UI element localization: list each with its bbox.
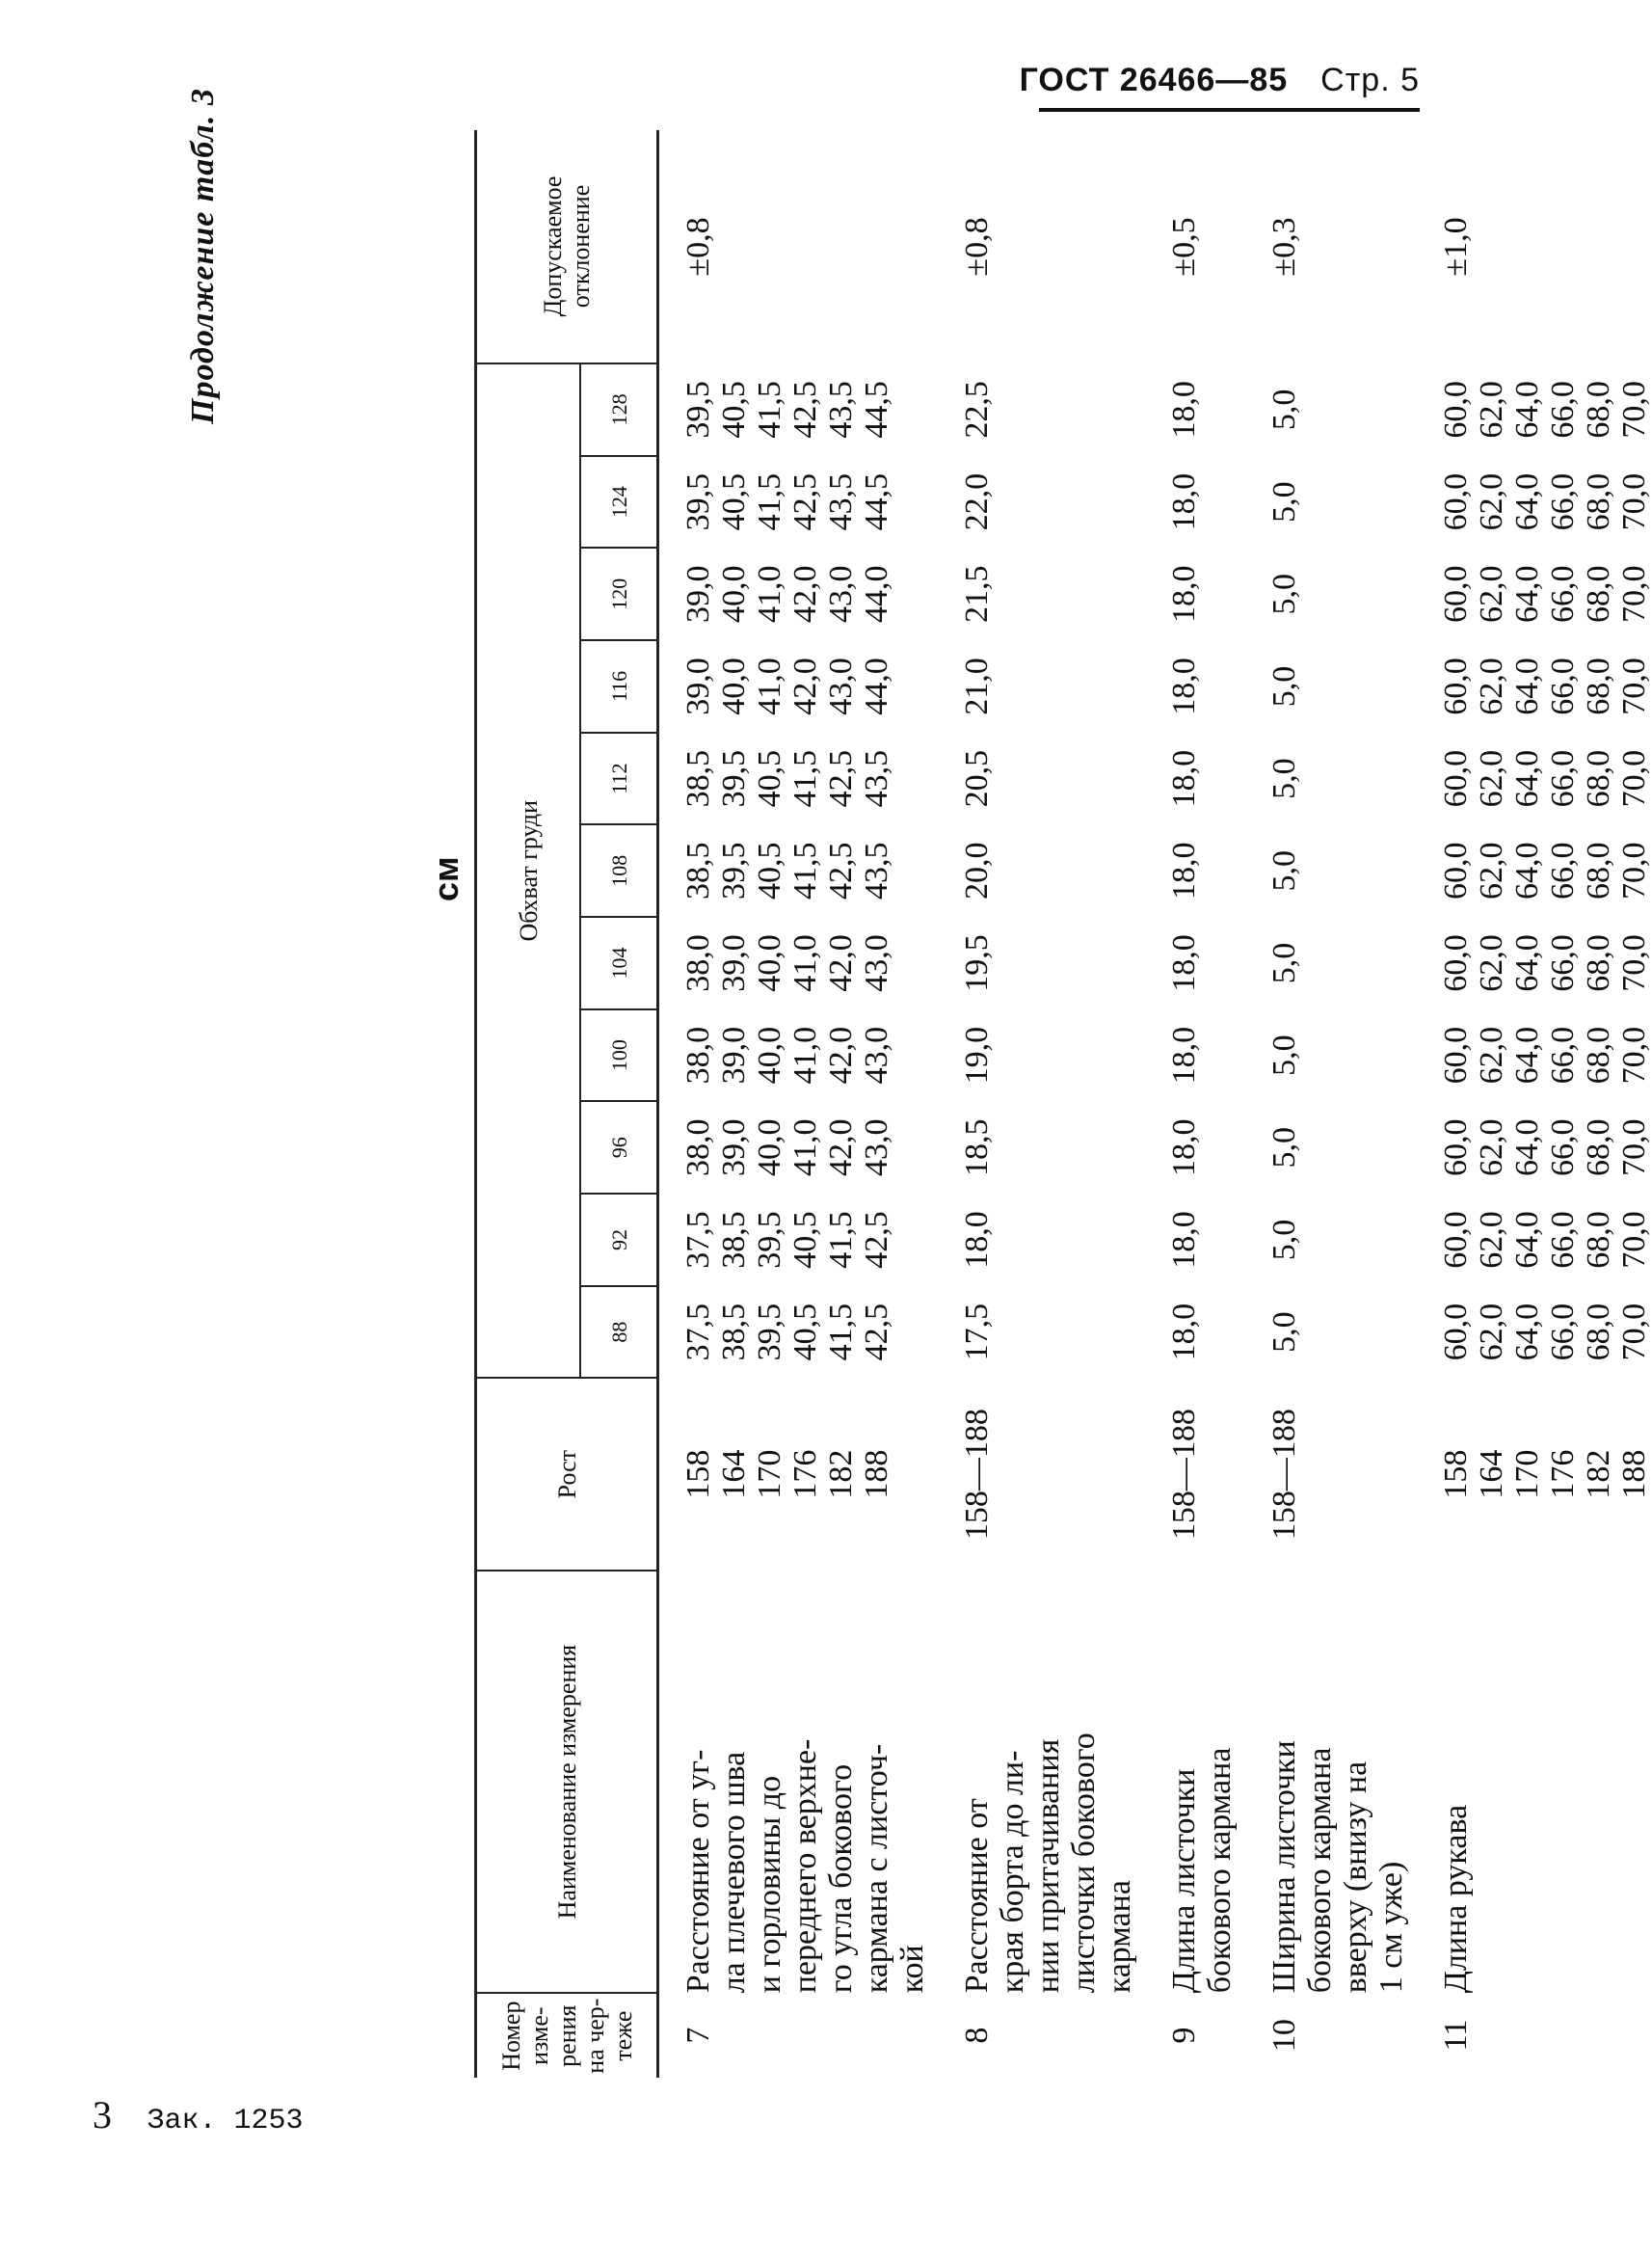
- measurement-name-line: бокового кармана: [1202, 1747, 1238, 1994]
- table-continuation-caption: Продолжение табл. 3: [185, 88, 221, 424]
- chest-size-value: 5,0: [1266, 1219, 1302, 1261]
- chest-size-value: 60,0 62,0 64,0 66,0 68,0 70,0: [1438, 658, 1652, 715]
- chest-size-value: 39,5 40,5 41,5 42,5 43,5 44,5: [658, 363, 931, 456]
- chest-size-value: 60,0 62,0 64,0 66,0 68,0 70,0: [1438, 472, 1652, 531]
- table-row: [1238, 130, 1409, 2078]
- chest-size-value: 39,0 40,0 41,0 42,0 43,0 44,0: [658, 548, 931, 640]
- chest-size-value: 60,0 62,0 64,0 66,0 68,0 70,0: [1438, 842, 1652, 900]
- header-rule: [1039, 108, 1420, 112]
- measurement-name-line: края борта до ли-: [995, 1750, 1030, 1994]
- col-header-name: Наименование измерения: [476, 1571, 658, 1994]
- chest-size-value: 5,0: [1266, 389, 1302, 431]
- standard-number: ГОСТ 26466—85: [1019, 62, 1289, 98]
- tolerance-value: ±0,8: [658, 130, 931, 363]
- chest-size-value: 39,5 40,5 41,5 42,5 43,5 44,5: [658, 456, 931, 549]
- measurement-name-line: Ширина листочки: [1266, 1740, 1302, 1994]
- measurement-name: [658, 1571, 931, 1994]
- chest-size-value: 18,0: [1166, 565, 1202, 624]
- measurement-number: 7: [658, 1993, 931, 2078]
- size-header-92: 92: [580, 1194, 658, 1286]
- chest-size-value: 60,0 62,0 64,0 66,0 68,0 70,0: [1438, 749, 1652, 808]
- chest-size-value: 18,5: [959, 1118, 995, 1177]
- tolerance-value: ±0,5: [1166, 217, 1202, 277]
- measurement-name-line: 1 см уже): [1373, 1861, 1409, 1994]
- chest-size-value: 19,5: [959, 934, 995, 992]
- table-row: [1137, 130, 1238, 2078]
- chest-size-value: 5,0: [1266, 665, 1302, 708]
- size-header-120: 120: [580, 548, 658, 640]
- chest-size-value: 22,5: [959, 381, 995, 439]
- measurement-number: 11: [1438, 2019, 1474, 2052]
- chest-size-value: 38,5 39,5 40,5 41,5 42,5 43,5: [658, 733, 931, 825]
- chest-size-value: 38,0 39,0 40,0 41,0 42,0 43,0: [658, 917, 931, 1009]
- tolerance-value: ±0,3: [1266, 217, 1302, 277]
- measurement-name-line: переднего верхне-: [787, 1738, 823, 1994]
- chest-size-value: 60,0 62,0 64,0 66,0 68,0 70,0: [1438, 934, 1652, 992]
- page-number: Стр. 5: [1320, 62, 1420, 98]
- chest-size-value: 18,0: [1166, 381, 1202, 439]
- measurement-name-line: Длина рукава: [1438, 1804, 1474, 1994]
- measurements-table: [474, 130, 1652, 2078]
- chest-size-value: 5,0: [1266, 574, 1302, 615]
- rotated-table-block: [185, 88, 1652, 2078]
- chest-size-value: 5,0: [1266, 1127, 1302, 1169]
- size-header-96: 96: [580, 1101, 658, 1194]
- measurement-name-line: Расстояние от уг-: [680, 1749, 716, 1994]
- chest-size-value: 18,0: [1166, 1211, 1202, 1269]
- height-values: 158 164 170 176 182 188: [1438, 1449, 1652, 1499]
- height-values: 158—188: [1166, 1409, 1202, 1541]
- measurement-name-line: нии притачивания: [1030, 1738, 1066, 1994]
- measurement-name-line: го угла бокового: [823, 1763, 859, 1994]
- table-row: [658, 130, 931, 2078]
- chest-size-value: 5,0: [1266, 758, 1302, 799]
- table-row: [930, 130, 1137, 2078]
- measurement-number: 9: [1166, 2027, 1202, 2044]
- page-header: [1020, 62, 1420, 99]
- measurement-name-line: бокового кармана: [1302, 1747, 1338, 1994]
- measurement-name-line: вверху (внизу на: [1338, 1760, 1373, 1994]
- height-values: 158 164 170 176 182 188: [658, 1378, 931, 1570]
- unit-label: см: [426, 856, 466, 901]
- size-header-112: 112: [580, 733, 658, 825]
- print-order: Зак. 1253: [147, 2105, 304, 2137]
- chest-size-value: 39,0 40,0 41,0 42,0 43,0 44,0: [658, 640, 931, 733]
- tolerance-value: ±0,8: [959, 217, 995, 277]
- size-header-128: 128: [580, 363, 658, 456]
- measurement-name-line: и горловины до: [752, 1775, 787, 1994]
- measurement-name-line: листочки бокового: [1066, 1733, 1102, 1994]
- chest-size-value: 5,0: [1266, 1034, 1302, 1076]
- chest-size-value: 20,0: [959, 842, 995, 900]
- chest-size-value: 37,5 38,5 39,5 40,5 41,5 42,5: [658, 1286, 931, 1379]
- chest-size-value: 5,0: [1266, 481, 1302, 523]
- chest-size-value: 18,0: [1166, 1303, 1202, 1361]
- sheet-number: 3: [93, 2093, 112, 2136]
- chest-size-value: 38,0 39,0 40,0 41,0 42,0 43,0: [658, 1101, 931, 1194]
- chest-size-value: 60,0 62,0 64,0 66,0 68,0 70,0: [1438, 565, 1652, 624]
- chest-size-value: 38,0 39,0 40,0 41,0 42,0 43,0: [658, 1009, 931, 1102]
- chest-size-value: 18,0: [1166, 749, 1202, 808]
- chest-size-value: 60,0 62,0 64,0 66,0 68,0 70,0: [1438, 1303, 1652, 1361]
- chest-size-value: 18,0: [1166, 1118, 1202, 1177]
- measurement-name: [1137, 1571, 1238, 1994]
- chest-size-value: 5,0: [1266, 1311, 1302, 1353]
- chest-size-value: 18,0: [1166, 842, 1202, 900]
- chest-size-value: 18,0: [1166, 934, 1202, 992]
- measurement-name: [930, 1571, 1137, 1994]
- size-header-88: 88: [580, 1286, 658, 1379]
- chest-size-value: 60,0 62,0 64,0 66,0 68,0 70,0: [1438, 1118, 1652, 1177]
- chest-size-value: 18,0: [959, 1211, 995, 1269]
- page-footer: [93, 2092, 304, 2137]
- chest-size-value: 17,5: [959, 1303, 995, 1361]
- height-values: 158—188: [1266, 1409, 1302, 1541]
- chest-size-value: 18,0: [1166, 658, 1202, 715]
- chest-size-value: 22,0: [959, 472, 995, 531]
- chest-size-value: 21,0: [959, 658, 995, 715]
- measurement-name-line: кой: [894, 1945, 930, 1994]
- measurement-name-line: кармана: [1102, 1880, 1137, 1994]
- table-row: [1409, 130, 1652, 2078]
- size-header-116: 116: [580, 640, 658, 733]
- measurement-name-line: кармана с листоч-: [859, 1743, 894, 1994]
- height-values: 158—188: [959, 1409, 995, 1541]
- chest-size-value: 5,0: [1266, 942, 1302, 984]
- measurement-number: 10: [1266, 2019, 1302, 2053]
- col-header-height: Рост: [476, 1378, 658, 1570]
- col-header-tolerance: Допускаемое отклонение: [476, 130, 658, 363]
- chest-size-value: 21,5: [959, 565, 995, 624]
- chest-size-value: 19,0: [959, 1026, 995, 1085]
- chest-size-value: 37,5 38,5 39,5 40,5 41,5 42,5: [658, 1194, 931, 1286]
- chest-size-value: 60,0 62,0 64,0 66,0 68,0 70,0: [1438, 381, 1652, 439]
- measurement-name-line: ла плечевого шва: [716, 1751, 752, 1994]
- measurement-name-line: Расстояние от: [959, 1798, 995, 1994]
- size-header-124: 124: [580, 456, 658, 549]
- size-header-100: 100: [580, 1009, 658, 1102]
- chest-size-value: 18,0: [1166, 1026, 1202, 1085]
- col-header-number: Номер изме-рения на чер-теже: [476, 1993, 658, 2078]
- chest-size-value: 38,5 39,5 40,5 41,5 42,5 43,5: [658, 824, 931, 917]
- chest-size-value: 20,5: [959, 749, 995, 808]
- measurement-name-line: Длина листочки: [1166, 1768, 1202, 1994]
- chest-size-value: 60,0 62,0 64,0 66,0 68,0 70,0: [1438, 1211, 1652, 1269]
- col-header-chest: Обхват груди: [476, 363, 581, 1379]
- size-header-108: 108: [580, 824, 658, 917]
- measurement-name: [1409, 1571, 1652, 1994]
- chest-size-value: 18,0: [1166, 472, 1202, 531]
- measurement-number: 8: [959, 2027, 995, 2044]
- chest-size-value: 5,0: [1266, 850, 1302, 892]
- measurement-name: [1238, 1571, 1409, 1994]
- size-header-104: 104: [580, 917, 658, 1009]
- chest-size-value: 60,0 62,0 64,0 66,0 68,0 70,0: [1438, 1026, 1652, 1085]
- tolerance-value: ±1,0: [1438, 217, 1474, 277]
